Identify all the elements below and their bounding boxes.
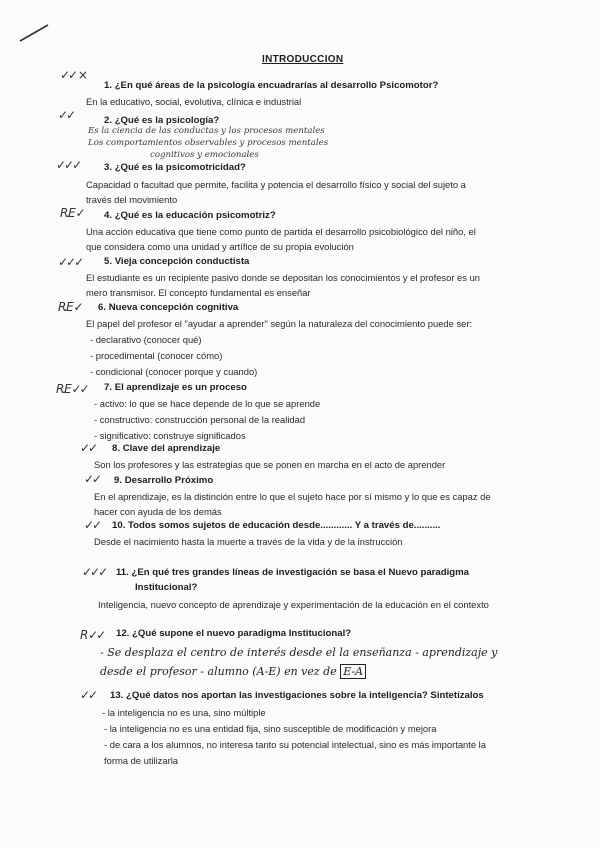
check-mark-6: R.E ✓ — [58, 300, 82, 314]
answer-13-line-4: forma de utilizarla — [104, 755, 178, 766]
answer-2-line-1: Es la ciencia de las conductas y los procesos mentales — [88, 126, 325, 136]
answer-13-line-3: - de cara a los alumnos, no interesa tanto su potencial intelectual, sino es más importante la — [104, 739, 486, 750]
question-8: 8. Clave del aprendizaje — [112, 443, 221, 454]
answer-13-line-2: - la inteligencia no es una entidad fija, sino susceptible de modificación y mejora — [104, 723, 437, 734]
answer-6-line-2: - declarativo (conocer qué) — [90, 334, 202, 345]
answer-12-boxed: E-A — [340, 664, 366, 679]
answer-5-line-2: mero transmisor. El concepto fundamental es enseñar — [86, 287, 311, 298]
question-11-line-2: Institucional? — [135, 582, 198, 593]
answer-9-line-2: hacer con ayuda de los demás — [94, 506, 222, 517]
answer-4-line-2: que considera como una unidad y artífice de su propia evolución — [86, 241, 354, 252]
question-12: 12. ¿Qué supone el nuevo paradigma Institucional? — [116, 628, 352, 639]
question-10: 10. Todos somos sujetos de educación desde............ Y a través de.......... — [112, 520, 441, 531]
answer-7-line-1: - activo: lo que se hace depende de lo que se aprende — [94, 398, 321, 409]
check-mark-10: ✓✓ — [84, 518, 101, 532]
answer-6-line-3: - procedimental (conocer cómo) — [90, 350, 223, 361]
question-3: 3. ¿Qué es la psicomotricidad? — [104, 162, 246, 173]
answer-12-line-2: desde el profesor - alumno (A-E) en vez de E-A — [100, 665, 366, 678]
answer-5-line-1: El estudiante es un recipiente pasivo donde se depositan los conocimientos y el profesor es un — [86, 272, 480, 283]
question-2: 2. ¿Qué es la psicología? — [104, 115, 220, 126]
check-mark-8: ✓✓ — [80, 441, 97, 455]
answer-7-line-2: - constructivo: construcción personal de la realidad — [94, 414, 306, 425]
check-mark-5: ✓✓✓ — [58, 255, 83, 269]
answer-12-line-1: - Se desplaza el centro de interés desde el la enseñanza - aprendizaje y — [100, 646, 498, 659]
answer-4-line-1: Una acción educativa que tiene como punto de partida el desarrollo psicobiológico del niño, el — [86, 226, 476, 237]
answer-9-line-1: En el aprendizaje, es la distinción entre lo que el sujeto hace por sí mismo y lo que es capaz de — [94, 491, 491, 502]
answer-1-line-1: En la educativo, social, evolutiva, clínica e industrial — [86, 96, 302, 107]
question-5: 5. Vieja concepción conductista — [104, 256, 250, 267]
check-mark-7: R.E ✓✓ — [56, 382, 88, 396]
answer-11-line-1: Inteligencia, nuevo concepto de aprendizaje y experimentación de la educación en el contexto — [98, 599, 489, 610]
check-mark-12: R ✓✓ — [80, 628, 105, 642]
answer-2-line-2: Los comportamientos observables y procesos mentales — [88, 138, 329, 148]
question-7: 7. El aprendizaje es un proceso — [104, 382, 247, 393]
question-1: 1. ¿En qué áreas de la psicología encuadrarías al desarrollo Psicomotor? — [104, 80, 439, 91]
answer-2-line-3: cognitivos y emocionales — [150, 150, 259, 160]
question-11: 11. ¿En qué tres grandes líneas de investigación se basa el Nuevo paradigma — [116, 567, 469, 578]
answer-13-line-1: - la inteligencia no es una, sino múltiple — [102, 707, 266, 718]
check-mark-4: R.E ✓ — [60, 206, 84, 220]
question-13: 13. ¿Qué datos nos aportan las investigaciones sobre la inteligencia? Sintetízalos — [110, 690, 484, 701]
answer-8-line-1: Son los profesores y las estrategias que se ponen en marcha en el acto de aprender — [94, 459, 446, 470]
question-6: 6. Nueva concepción cognitiva — [98, 302, 239, 313]
answer-6-line-1: El papel del profesor el "ayudar a aprender" según la naturaleza del conocimiento puede ser: — [86, 318, 473, 329]
answer-3-line-1: Capacidad o facultad que permite, facilita y potencia el desarrollo físico y social del sujeto a — [86, 179, 466, 190]
answer-7-line-3: - significativo: construye significados — [94, 430, 246, 441]
page-title: INTRODUCCION — [262, 54, 344, 65]
question-4: 4. ¿Qué es la educación psicomotriz? — [104, 210, 276, 221]
answer-6-line-4: - condicional (conocer porque y cuando) — [90, 366, 258, 377]
check-mark-11: ✓✓✓ — [82, 565, 107, 579]
check-mark-9: ✓✓ — [84, 472, 101, 486]
pen-stroke-mark — [18, 22, 52, 44]
check-mark-13: ✓✓ — [80, 688, 97, 702]
check-mark-2: ✓✓ — [58, 108, 75, 122]
answer-3-line-2: través del movimiento — [86, 194, 178, 205]
answer-10-line-1: Desde el nacimiento hasta la muerte a través de la vida y de la instrucción — [94, 536, 403, 547]
check-mark-1: ✓✓ × — [60, 68, 86, 82]
question-9: 9. Desarrollo Próximo — [114, 475, 214, 486]
check-mark-3: ✓✓✓ — [56, 158, 81, 172]
